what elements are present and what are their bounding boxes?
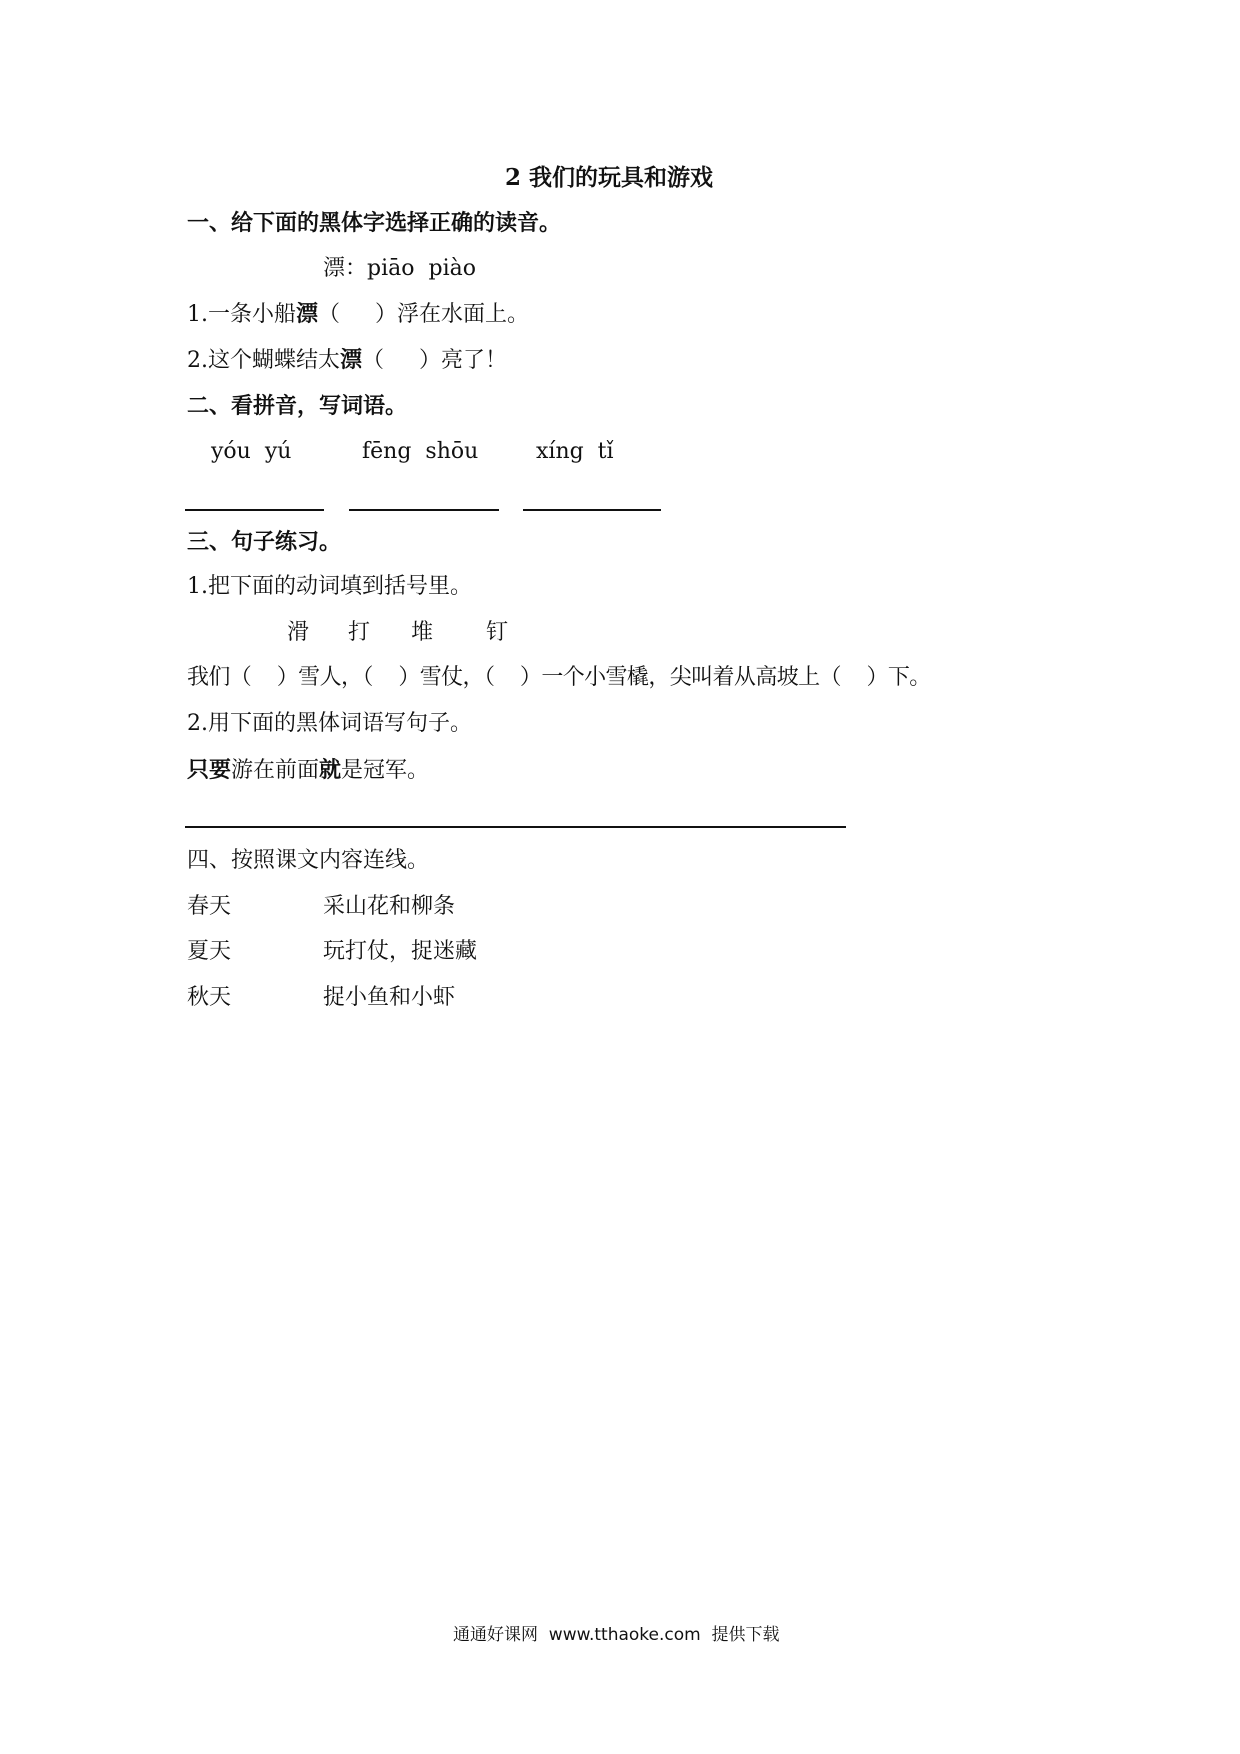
pinyin-choice-line [323, 254, 476, 284]
bold-word: 就 [319, 757, 342, 783]
pinyin-item-1: yóu yú [211, 439, 292, 464]
bold-char: 漂 [296, 301, 319, 327]
section-1-heading: 一、给下面的黑体字选择正确的读音。 [187, 210, 562, 236]
question-text: （ ）亮了！ [362, 348, 507, 373]
season-label: 秋天 [187, 985, 232, 1010]
bold-char: 漂 [340, 347, 363, 373]
bold-word: 只要 [187, 757, 232, 783]
question-1-1 [187, 299, 529, 330]
question-text: 1.一条小船 [187, 302, 296, 327]
season-label: 春天 [187, 894, 232, 919]
question-text: 2.这个蝴蝶结太 [187, 348, 340, 373]
pinyin-prefix: 漂： [323, 256, 368, 281]
sentence-text: 游在前面 [231, 758, 320, 783]
instruction-3-1: 1.把下面的动词填到括号里。 [187, 574, 472, 599]
verb-word: 打 [348, 620, 371, 645]
instruction-3-2: 2.用下面的黑体词语写句子。 [187, 711, 472, 736]
pinyin-options: piāo piào [367, 256, 476, 281]
pinyin-item-3: xíng tǐ [536, 439, 614, 464]
answer-line [185, 826, 846, 828]
answer-line [349, 509, 499, 511]
activity-label: 采山花和柳条 [323, 894, 456, 919]
footer-text: 通通好课网 www.tthaoke.com 提供下载 [453, 1625, 780, 1645]
fill-in-sentence: 我们（ ）雪人，（ ）雪仗，（ ）一个小雪橇，尖叫着从高坡上（ ）下。 [187, 665, 931, 690]
verb-word: 堆 [411, 620, 434, 645]
page-title: 2 我们的玩具和游戏 [505, 164, 714, 191]
question-1-2 [187, 345, 507, 376]
section-2-heading: 二、看拼音，写词语。 [187, 393, 408, 419]
answer-line [185, 509, 324, 511]
activity-label: 玩打仗，捉迷藏 [323, 939, 478, 964]
example-sentence [187, 755, 429, 786]
section-4-heading: 四、按照课文内容连线。 [187, 848, 430, 873]
answer-line [523, 509, 661, 511]
verb-word: 滑 [287, 620, 310, 645]
season-label: 夏天 [187, 939, 232, 964]
verb-word: 钉 [486, 620, 509, 645]
question-text: （ ）浮在水面上。 [318, 302, 529, 327]
activity-label: 捉小鱼和小虾 [323, 985, 456, 1010]
pinyin-item-2: fēng shōu [362, 439, 479, 464]
section-3-heading: 三、句子练习。 [187, 529, 342, 555]
sentence-text: 是冠军。 [341, 758, 430, 783]
